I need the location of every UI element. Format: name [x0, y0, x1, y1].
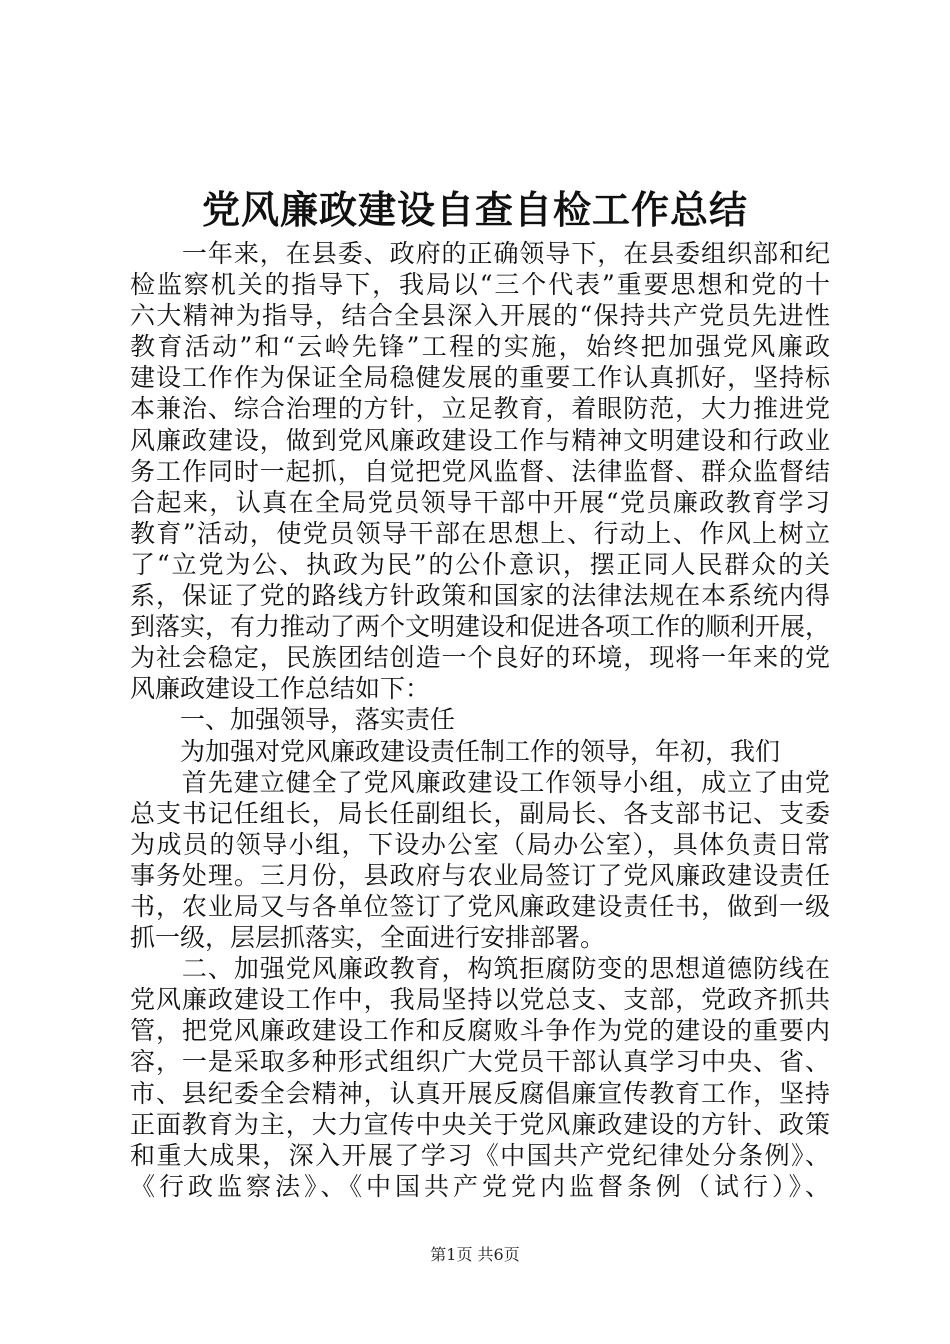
paragraph-line: 事务处理。三月份，县政府与农业局签订了党风廉政建设责任	[130, 860, 830, 890]
paragraph-line: 教育活动”和“云岭先锋”工程的实施，始终把加强党风廉政	[130, 332, 830, 362]
paragraph-line: 教育”活动，使党员领导干部在思想上、行动上、作风上树立	[130, 518, 830, 548]
paragraph-line: 党风廉政建设工作中，我局坚持以党总支、支部，党政齐抓共	[130, 985, 830, 1015]
paragraph-line: 管，把党风廉政建设工作和反腐败斗争作为党的建设的重要内	[130, 1016, 830, 1046]
paragraph-line: 市、县纪委全会精神，认真开展反腐倡廉宣传教育工作，坚持	[130, 1078, 830, 1108]
paragraph-line: 《行政监察法》、《中国共产党党内监督条例（试行）》、	[130, 1171, 830, 1201]
document-body	[130, 238, 830, 1202]
paragraph-line: 建设工作作为保证全局稳健发展的重要工作认真抓好，坚持标	[130, 363, 830, 393]
paragraph-line: 了“立党为公、执政为民”的公仆意识，摆正同人民群众的关	[130, 549, 830, 579]
paragraph-line: 务工作同时一起抓，自觉把党风监督、法律监督、群众监督结	[130, 456, 830, 486]
paragraph-line: 为社会稳定，民族团结创造一个良好的环境，现将一年来的党	[130, 643, 830, 673]
page-footer: 第1页 共6页	[430, 1245, 520, 1264]
paragraph-line: 合起来，认真在全局党员领导干部中开展“党员廉政教育学习	[130, 487, 830, 517]
paragraph-line: 二、加强党风廉政教育，构筑拒腐防变的思想道德防线在	[130, 954, 830, 984]
paragraph-line: 检监察机关的指导下，我局以“三个代表”重要思想和党的十	[130, 270, 830, 300]
paragraph-line: 正面教育为主，大力宣传中央关于党风廉政建设的方针、政策	[130, 1109, 830, 1139]
paragraph-line: 一年来，在县委、政府的正确领导下，在县委组织部和纪	[130, 239, 830, 268]
paragraph-line: 和重大成果，深入开展了学习《中国共产党纪律处分条例》、	[130, 1140, 830, 1170]
paragraph-line: 抓一级，层层抓落实，全面进行安排部署。	[130, 923, 606, 953]
paragraph-line: 风廉政建设工作总结如下：	[130, 674, 431, 704]
paragraph-line: 书，农业局又与各单位签订了党风廉政建设责任书，做到一级	[130, 891, 830, 921]
paragraph-line: 容，一是采取多种形式组织广大党员干部认真学习中央、省、	[130, 1047, 830, 1077]
paragraph-line: 系，保证了党的路线方针政策和国家的法律法规在本系统内得	[130, 581, 830, 611]
paragraph-line: 到落实，有力推动了两个文明建设和促进各项工作的顺利开展，	[130, 612, 831, 642]
paragraph-line: 首先建立健全了党风廉政建设工作领导小组，成立了由党	[130, 767, 830, 797]
paragraph-line: 总支书记任组长，局长任副组长，副局长、各支部书记、支委	[130, 798, 830, 828]
paragraph-line: 为加强对党风廉政建设责任制工作的领导，年初，我们	[130, 736, 781, 766]
paragraph-line: 本兼治、综合治理的方针，立足教育，着眼防范，大力推进党	[130, 394, 830, 424]
paragraph-line: 一、加强领导，落实责任	[130, 705, 456, 735]
paragraph-line: 六大精神为指导，结合全县深入开展的“保持共产党员先进性	[130, 301, 830, 331]
paragraph-line: 风廉政建设，做到党风廉政建设工作与精神文明建设和行政业	[130, 425, 830, 455]
document-title: 党风廉政建设自查自检工作总结	[201, 187, 748, 232]
paragraph-line: 为成员的领导小组，下设办公室（局办公室），具体负责日常	[130, 829, 830, 859]
